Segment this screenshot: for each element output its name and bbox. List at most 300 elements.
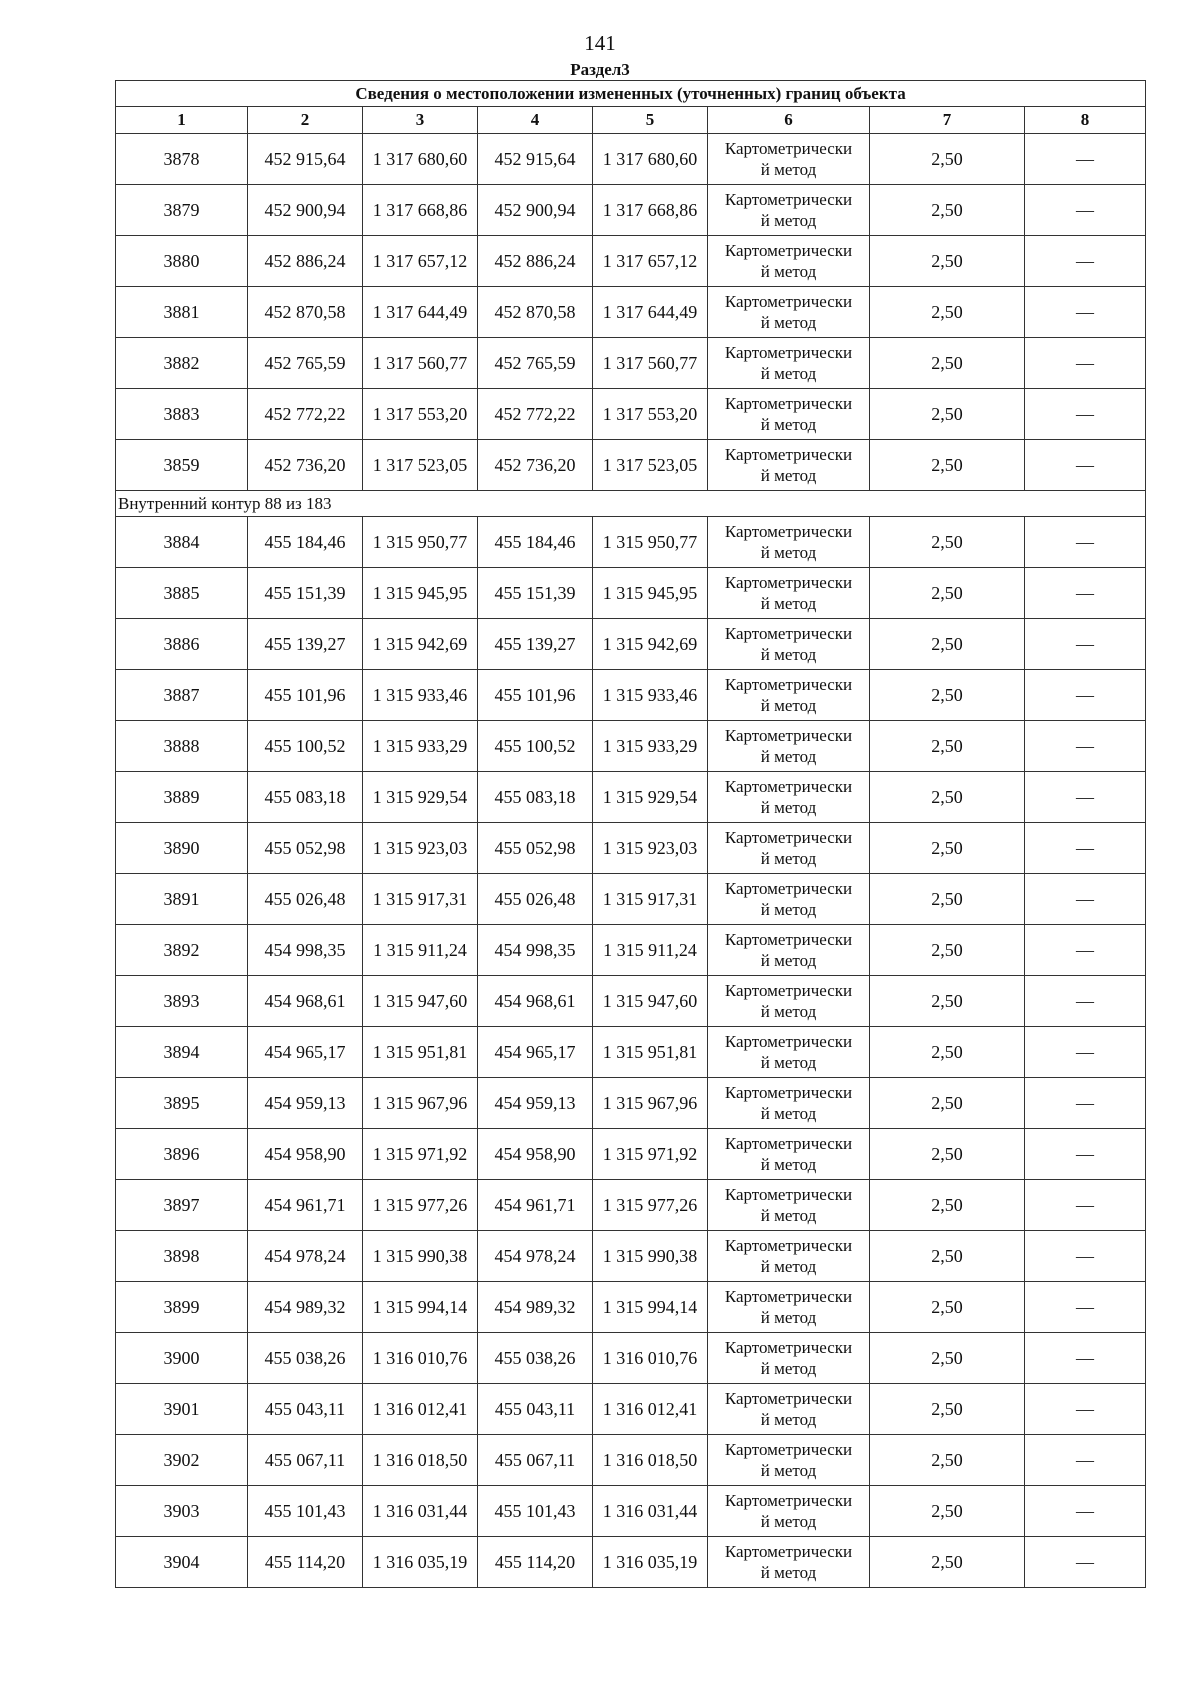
- point-number-cell: 3900: [116, 1333, 248, 1384]
- x-new-cell: 455 043,11: [478, 1384, 593, 1435]
- y-existing-cell: 1 315 971,92: [363, 1129, 478, 1180]
- accuracy-cell: 2,50: [870, 1180, 1025, 1231]
- table-row: [116, 1384, 1146, 1435]
- method-cell: [708, 1027, 870, 1078]
- accuracy-cell: 2,50: [870, 287, 1025, 338]
- y-existing-cell: 1 316 031,44: [363, 1486, 478, 1537]
- method-text-line: Картометрически: [724, 190, 853, 209]
- note-cell: —: [1025, 1078, 1146, 1129]
- y-existing-cell: 1 315 911,24: [363, 925, 478, 976]
- y-new-cell: 1 316 010,76: [593, 1333, 708, 1384]
- method-cell: [708, 236, 870, 287]
- y-existing-cell: 1 315 951,81: [363, 1027, 478, 1078]
- table-caption-row: [116, 81, 1146, 107]
- note-cell: —: [1025, 1384, 1146, 1435]
- y-existing-cell: 1 317 560,77: [363, 338, 478, 389]
- y-new-cell: 1 315 945,95: [593, 568, 708, 619]
- x-new-cell: 452 736,20: [478, 440, 593, 491]
- method-text-line: й метод: [760, 543, 817, 562]
- method-text-line: й метод: [760, 160, 817, 179]
- x-new-cell: 455 067,11: [478, 1435, 593, 1486]
- x-existing-cell: 455 101,96: [248, 670, 363, 721]
- point-number-cell: 3882: [116, 338, 248, 389]
- table-row: [116, 1537, 1146, 1588]
- table-row: [116, 925, 1146, 976]
- method-cell: [708, 1231, 870, 1282]
- x-existing-cell: 455 100,52: [248, 721, 363, 772]
- method-text-line: й метод: [760, 798, 817, 817]
- y-existing-cell: 1 317 680,60: [363, 134, 478, 185]
- method-text-line: Картометрически: [724, 1440, 853, 1459]
- table-row: [116, 619, 1146, 670]
- method-cell: [708, 440, 870, 491]
- x-existing-cell: 454 998,35: [248, 925, 363, 976]
- y-new-cell: 1 315 977,26: [593, 1180, 708, 1231]
- y-new-cell: 1 317 560,77: [593, 338, 708, 389]
- method-cell: [708, 1537, 870, 1588]
- method-cell: [708, 568, 870, 619]
- accuracy-cell: 2,50: [870, 1435, 1025, 1486]
- y-existing-cell: 1 315 950,77: [363, 517, 478, 568]
- x-new-cell: 455 139,27: [478, 619, 593, 670]
- method-cell: [708, 619, 870, 670]
- y-existing-cell: 1 317 668,86: [363, 185, 478, 236]
- method-text-line: й метод: [760, 1410, 817, 1429]
- x-new-cell: 455 151,39: [478, 568, 593, 619]
- table-row: [116, 976, 1146, 1027]
- y-new-cell: 1 317 644,49: [593, 287, 708, 338]
- method-text-line: й метод: [760, 1206, 817, 1225]
- x-existing-cell: 455 043,11: [248, 1384, 363, 1435]
- point-number-cell: 3879: [116, 185, 248, 236]
- accuracy-cell: 2,50: [870, 338, 1025, 389]
- y-new-cell: 1 317 680,60: [593, 134, 708, 185]
- point-number-cell: 3886: [116, 619, 248, 670]
- y-existing-cell: 1 316 012,41: [363, 1384, 478, 1435]
- y-existing-cell: 1 316 018,50: [363, 1435, 478, 1486]
- y-new-cell: 1 316 035,19: [593, 1537, 708, 1588]
- accuracy-cell: 2,50: [870, 1129, 1025, 1180]
- y-new-cell: 1 315 967,96: [593, 1078, 708, 1129]
- x-new-cell: 454 989,32: [478, 1282, 593, 1333]
- coordinates-table: [115, 80, 1146, 1588]
- x-existing-cell: 455 067,11: [248, 1435, 363, 1486]
- section-title: Раздел3: [570, 60, 630, 79]
- y-existing-cell: 1 315 942,69: [363, 619, 478, 670]
- x-existing-cell: 454 965,17: [248, 1027, 363, 1078]
- table-row: [116, 338, 1146, 389]
- x-new-cell: 454 965,17: [478, 1027, 593, 1078]
- method-cell: [708, 134, 870, 185]
- note-cell: —: [1025, 517, 1146, 568]
- note-cell: —: [1025, 1486, 1146, 1537]
- x-existing-cell: 455 026,48: [248, 874, 363, 925]
- y-new-cell: 1 315 971,92: [593, 1129, 708, 1180]
- column-number: 7: [870, 107, 1025, 134]
- method-text-line: Картометрически: [724, 1083, 853, 1102]
- x-existing-cell: 454 968,61: [248, 976, 363, 1027]
- y-new-cell: 1 317 657,12: [593, 236, 708, 287]
- x-new-cell: 454 959,13: [478, 1078, 593, 1129]
- method-text-line: й метод: [760, 1512, 817, 1531]
- x-existing-cell: 454 989,32: [248, 1282, 363, 1333]
- method-text-line: Картометрически: [724, 445, 853, 464]
- accuracy-cell: 2,50: [870, 1384, 1025, 1435]
- method-text-line: й метод: [760, 364, 817, 383]
- note-cell: —: [1025, 721, 1146, 772]
- method-cell: [708, 823, 870, 874]
- point-number-cell: 3899: [116, 1282, 248, 1333]
- x-new-cell: 454 978,24: [478, 1231, 593, 1282]
- method-text-line: Картометрически: [724, 394, 853, 413]
- point-number-cell: 3892: [116, 925, 248, 976]
- y-new-cell: 1 315 917,31: [593, 874, 708, 925]
- method-text-line: й метод: [760, 1308, 817, 1327]
- x-existing-cell: 452 772,22: [248, 389, 363, 440]
- y-new-cell: 1 315 911,24: [593, 925, 708, 976]
- table-row: [116, 568, 1146, 619]
- method-text-line: й метод: [760, 849, 817, 868]
- point-number-cell: 3893: [116, 976, 248, 1027]
- y-new-cell: 1 315 947,60: [593, 976, 708, 1027]
- point-number-cell: 3859: [116, 440, 248, 491]
- method-text-line: Картометрически: [724, 981, 853, 1000]
- method-cell: [708, 389, 870, 440]
- x-existing-cell: 452 765,59: [248, 338, 363, 389]
- accuracy-cell: 2,50: [870, 568, 1025, 619]
- method-cell: [708, 772, 870, 823]
- x-new-cell: 452 886,24: [478, 236, 593, 287]
- note-cell: —: [1025, 772, 1146, 823]
- table-row: [116, 185, 1146, 236]
- note-cell: —: [1025, 287, 1146, 338]
- column-number: 4: [478, 107, 593, 134]
- table-row: [116, 823, 1146, 874]
- contour-subheader-row: [116, 491, 1146, 517]
- x-new-cell: 452 765,59: [478, 338, 593, 389]
- x-existing-cell: 455 038,26: [248, 1333, 363, 1384]
- y-existing-cell: 1 315 947,60: [363, 976, 478, 1027]
- accuracy-cell: 2,50: [870, 670, 1025, 721]
- method-text-line: й метод: [760, 900, 817, 919]
- x-new-cell: 455 038,26: [478, 1333, 593, 1384]
- y-new-cell: 1 315 933,29: [593, 721, 708, 772]
- method-text-line: Картометрически: [724, 1185, 853, 1204]
- method-cell: [708, 1384, 870, 1435]
- table-row: [116, 517, 1146, 568]
- note-cell: —: [1025, 1180, 1146, 1231]
- method-cell: [708, 1333, 870, 1384]
- method-text-line: й метод: [760, 1155, 817, 1174]
- method-cell: [708, 721, 870, 772]
- note-cell: —: [1025, 670, 1146, 721]
- method-text-line: Картометрически: [724, 241, 853, 260]
- accuracy-cell: 2,50: [870, 1486, 1025, 1537]
- note-cell: —: [1025, 440, 1146, 491]
- method-text-line: Картометрически: [724, 879, 853, 898]
- y-existing-cell: 1 317 644,49: [363, 287, 478, 338]
- table-row: [116, 1180, 1146, 1231]
- accuracy-cell: 2,50: [870, 1537, 1025, 1588]
- method-text-line: Картометрически: [724, 1542, 853, 1561]
- column-number-row: [116, 107, 1146, 134]
- note-cell: —: [1025, 185, 1146, 236]
- y-new-cell: 1 316 012,41: [593, 1384, 708, 1435]
- method-text-line: й метод: [760, 1461, 817, 1480]
- method-text-line: й метод: [760, 415, 817, 434]
- point-number-cell: 3878: [116, 134, 248, 185]
- y-new-cell: 1 316 018,50: [593, 1435, 708, 1486]
- method-text-line: Картометрически: [724, 343, 853, 362]
- note-cell: —: [1025, 1537, 1146, 1588]
- y-new-cell: 1 316 031,44: [593, 1486, 708, 1537]
- x-existing-cell: 452 886,24: [248, 236, 363, 287]
- column-number: 3: [363, 107, 478, 134]
- table-row: [116, 721, 1146, 772]
- method-text-line: Картометрически: [724, 624, 853, 643]
- table-row: [116, 1435, 1146, 1486]
- table-row: [116, 1231, 1146, 1282]
- method-cell: [708, 670, 870, 721]
- note-cell: —: [1025, 874, 1146, 925]
- point-number-cell: 3904: [116, 1537, 248, 1588]
- table-row: [116, 134, 1146, 185]
- point-number-cell: 3885: [116, 568, 248, 619]
- note-cell: —: [1025, 976, 1146, 1027]
- point-number-cell: 3890: [116, 823, 248, 874]
- y-new-cell: 1 315 990,38: [593, 1231, 708, 1282]
- note-cell: —: [1025, 925, 1146, 976]
- method-text-line: й метод: [760, 1359, 817, 1378]
- y-existing-cell: 1 315 967,96: [363, 1078, 478, 1129]
- x-existing-cell: 452 915,64: [248, 134, 363, 185]
- method-text-line: Картометрически: [724, 1032, 853, 1051]
- method-text-line: Картометрически: [724, 522, 853, 541]
- note-cell: —: [1025, 1129, 1146, 1180]
- x-existing-cell: 455 052,98: [248, 823, 363, 874]
- method-text-line: й метод: [760, 313, 817, 332]
- method-text-line: Картометрически: [724, 1134, 853, 1153]
- note-cell: —: [1025, 389, 1146, 440]
- column-number: 8: [1025, 107, 1146, 134]
- accuracy-cell: 2,50: [870, 925, 1025, 976]
- table-row: [116, 1129, 1146, 1180]
- accuracy-cell: 2,50: [870, 134, 1025, 185]
- note-cell: —: [1025, 1435, 1146, 1486]
- y-existing-cell: 1 315 933,29: [363, 721, 478, 772]
- point-number-cell: 3894: [116, 1027, 248, 1078]
- x-new-cell: 452 870,58: [478, 287, 593, 338]
- accuracy-cell: 2,50: [870, 185, 1025, 236]
- method-text-line: й метод: [760, 645, 817, 664]
- table-row: [116, 1282, 1146, 1333]
- method-text-line: й метод: [760, 696, 817, 715]
- x-existing-cell: 452 900,94: [248, 185, 363, 236]
- method-cell: [708, 287, 870, 338]
- accuracy-cell: 2,50: [870, 236, 1025, 287]
- point-number-cell: 3897: [116, 1180, 248, 1231]
- column-number: 5: [593, 107, 708, 134]
- y-new-cell: 1 315 923,03: [593, 823, 708, 874]
- accuracy-cell: 2,50: [870, 721, 1025, 772]
- x-new-cell: 454 958,90: [478, 1129, 593, 1180]
- note-cell: —: [1025, 619, 1146, 670]
- accuracy-cell: 2,50: [870, 1333, 1025, 1384]
- x-new-cell: 454 998,35: [478, 925, 593, 976]
- x-new-cell: 455 083,18: [478, 772, 593, 823]
- table-row: [116, 772, 1146, 823]
- method-text-line: Картометрически: [724, 1491, 853, 1510]
- method-text-line: Картометрически: [724, 1338, 853, 1357]
- method-text-line: Картометрически: [724, 675, 853, 694]
- x-existing-cell: 455 151,39: [248, 568, 363, 619]
- method-cell: [708, 925, 870, 976]
- table-body: [116, 81, 1146, 1588]
- x-existing-cell: 455 101,43: [248, 1486, 363, 1537]
- x-existing-cell: 455 083,18: [248, 772, 363, 823]
- method-text-line: й метод: [760, 951, 817, 970]
- method-text-line: Картометрически: [724, 139, 853, 158]
- table-row: [116, 389, 1146, 440]
- method-cell: [708, 1129, 870, 1180]
- accuracy-cell: 2,50: [870, 517, 1025, 568]
- x-new-cell: 455 026,48: [478, 874, 593, 925]
- note-cell: —: [1025, 134, 1146, 185]
- accuracy-cell: 2,50: [870, 440, 1025, 491]
- method-text-line: Картометрически: [724, 1236, 853, 1255]
- y-new-cell: 1 317 553,20: [593, 389, 708, 440]
- x-new-cell: 452 900,94: [478, 185, 593, 236]
- point-number-cell: 3888: [116, 721, 248, 772]
- method-text-line: Картометрически: [724, 930, 853, 949]
- y-existing-cell: 1 315 945,95: [363, 568, 478, 619]
- x-existing-cell: 452 736,20: [248, 440, 363, 491]
- table-row: [116, 287, 1146, 338]
- note-cell: —: [1025, 1231, 1146, 1282]
- y-existing-cell: 1 316 010,76: [363, 1333, 478, 1384]
- method-text-line: Картометрически: [724, 292, 853, 311]
- method-text-line: Картометрически: [724, 726, 853, 745]
- y-existing-cell: 1 315 917,31: [363, 874, 478, 925]
- y-existing-cell: 1 315 994,14: [363, 1282, 478, 1333]
- method-text-line: й метод: [760, 1002, 817, 1021]
- y-existing-cell: 1 315 977,26: [363, 1180, 478, 1231]
- note-cell: —: [1025, 236, 1146, 287]
- x-existing-cell: 455 184,46: [248, 517, 363, 568]
- method-text-line: й метод: [760, 594, 817, 613]
- y-existing-cell: 1 317 657,12: [363, 236, 478, 287]
- x-new-cell: 452 772,22: [478, 389, 593, 440]
- x-existing-cell: 454 961,71: [248, 1180, 363, 1231]
- method-cell: [708, 185, 870, 236]
- method-cell: [708, 1078, 870, 1129]
- method-text-line: Картометрически: [724, 777, 853, 796]
- accuracy-cell: 2,50: [870, 389, 1025, 440]
- method-cell: [708, 338, 870, 389]
- y-existing-cell: 1 315 933,46: [363, 670, 478, 721]
- x-new-cell: 454 961,71: [478, 1180, 593, 1231]
- method-text-line: й метод: [760, 1053, 817, 1072]
- x-new-cell: 455 101,96: [478, 670, 593, 721]
- contour-label: Внутренний контур 88 из 183: [116, 491, 1146, 517]
- note-cell: —: [1025, 823, 1146, 874]
- accuracy-cell: 2,50: [870, 976, 1025, 1027]
- method-text-line: й метод: [760, 262, 817, 281]
- method-text-line: й метод: [760, 211, 817, 230]
- table-row: [116, 1078, 1146, 1129]
- method-text-line: Картометрически: [724, 1287, 853, 1306]
- column-number: 1: [116, 107, 248, 134]
- x-existing-cell: 455 114,20: [248, 1537, 363, 1588]
- x-new-cell: 454 968,61: [478, 976, 593, 1027]
- y-new-cell: 1 315 929,54: [593, 772, 708, 823]
- x-new-cell: 455 101,43: [478, 1486, 593, 1537]
- method-cell: [708, 1282, 870, 1333]
- note-cell: —: [1025, 568, 1146, 619]
- point-number-cell: 3881: [116, 287, 248, 338]
- table-row: [116, 1486, 1146, 1537]
- table-row: [116, 1027, 1146, 1078]
- table-row: [116, 874, 1146, 925]
- x-new-cell: 455 114,20: [478, 1537, 593, 1588]
- point-number-cell: 3883: [116, 389, 248, 440]
- accuracy-cell: 2,50: [870, 772, 1025, 823]
- x-new-cell: 455 184,46: [478, 517, 593, 568]
- column-number: 2: [248, 107, 363, 134]
- point-number-cell: 3903: [116, 1486, 248, 1537]
- y-new-cell: 1 317 523,05: [593, 440, 708, 491]
- point-number-cell: 3902: [116, 1435, 248, 1486]
- table-row: [116, 440, 1146, 491]
- table-caption: Сведения о местоположении измененных (уточненных) границ объекта: [116, 81, 1146, 107]
- point-number-cell: 3887: [116, 670, 248, 721]
- column-number: 6: [708, 107, 870, 134]
- accuracy-cell: 2,50: [870, 874, 1025, 925]
- y-new-cell: 1 315 951,81: [593, 1027, 708, 1078]
- page-number: 141: [584, 31, 616, 55]
- table-row: [116, 670, 1146, 721]
- accuracy-cell: 2,50: [870, 1078, 1025, 1129]
- method-text-line: й метод: [760, 1104, 817, 1123]
- y-existing-cell: 1 316 035,19: [363, 1537, 478, 1588]
- x-existing-cell: 454 978,24: [248, 1231, 363, 1282]
- point-number-cell: 3889: [116, 772, 248, 823]
- method-text-line: й метод: [760, 747, 817, 766]
- accuracy-cell: 2,50: [870, 1282, 1025, 1333]
- method-text-line: й метод: [760, 1563, 817, 1582]
- y-existing-cell: 1 315 990,38: [363, 1231, 478, 1282]
- y-new-cell: 1 315 950,77: [593, 517, 708, 568]
- accuracy-cell: 2,50: [870, 1027, 1025, 1078]
- method-cell: [708, 1435, 870, 1486]
- note-cell: —: [1025, 1333, 1146, 1384]
- table-row: [116, 1333, 1146, 1384]
- method-text-line: Картометрически: [724, 1389, 853, 1408]
- accuracy-cell: 2,50: [870, 1231, 1025, 1282]
- method-text-line: Картометрически: [724, 573, 853, 592]
- point-number-cell: 3901: [116, 1384, 248, 1435]
- point-number-cell: 3880: [116, 236, 248, 287]
- method-cell: [708, 976, 870, 1027]
- method-cell: [708, 1486, 870, 1537]
- x-new-cell: 455 100,52: [478, 721, 593, 772]
- y-existing-cell: 1 317 523,05: [363, 440, 478, 491]
- note-cell: —: [1025, 338, 1146, 389]
- method-cell: [708, 874, 870, 925]
- note-cell: —: [1025, 1282, 1146, 1333]
- y-new-cell: 1 315 933,46: [593, 670, 708, 721]
- y-new-cell: 1 315 942,69: [593, 619, 708, 670]
